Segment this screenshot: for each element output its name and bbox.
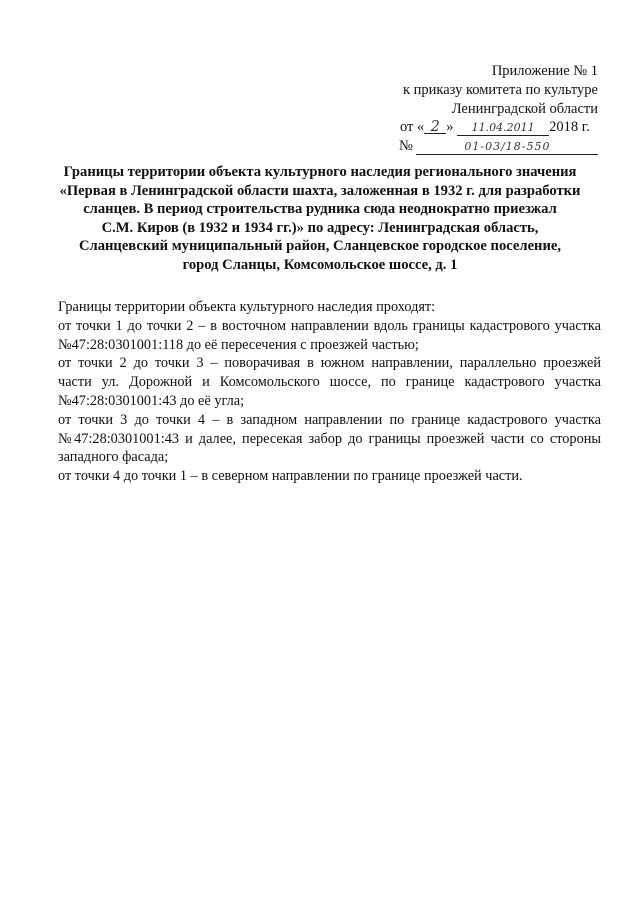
order-reference: к приказу комитета по культуре [402, 82, 598, 98]
title-line: Сланцевский муниципальный район, Сланцевское городское поселение, [78, 238, 561, 255]
segment-2-line: от точки 2 до точки 3 – поворачивая в южном направлении, параллельно проезжей [58, 355, 601, 372]
title-line: С.М. Киров (в 1932 и 1934 гг.)» по адресу: Ленинградская область, [101, 219, 539, 236]
order-number: № 01-03/18-550 [399, 138, 598, 155]
segment-3-line: №47:28:0301001:43 и далее, пересекая забор до границы проезжей части со стороны [58, 430, 601, 447]
segment-3-line: западного фасада; [58, 449, 169, 466]
boundary-description [58, 298, 601, 486]
segment-1-line: №47:28:0301001:118 до её пересечения с проезжей частью; [58, 336, 419, 353]
region-name: Ленинградской области [451, 101, 598, 117]
segment-4-line: от точки 4 до точки 1 – в северном направлении по границе проезжей части. [58, 468, 523, 485]
segment-3-line: от точки 3 до точки 4 – в западном направлении по границе кадастрового участка [58, 411, 601, 428]
document-title [55, 163, 585, 275]
segment-2-line: №47:28:0301001:43 до её угла; [58, 392, 245, 409]
intro-paragraph: Границы территории объекта культурного наследия проходят: [58, 299, 436, 315]
handwritten-month: 11.04.2011 [471, 121, 535, 134]
segment-1-line: от точки 1 до точки 2 – в восточном направлении вдоль границы кадастрового участка [58, 317, 601, 334]
title-line: сланцев. В период строительства рудника сюда неоднократно приезжал [83, 201, 557, 218]
title-line: «Первая в Ленинградской области шахта, заложенная в 1932 г. для разработки [59, 182, 581, 199]
order-year: 2018 г. [549, 119, 590, 135]
title-line: Границы территории объекта культурного наследия регионального значения [63, 164, 577, 180]
appendix-header [338, 62, 598, 119]
title-line: город Сланцы, Комсомольское шоссе, д. 1 [182, 256, 458, 273]
appendix-number: Приложение № 1 [491, 63, 598, 79]
handwritten-number: 01-03/18-550 [464, 140, 551, 153]
order-date: от « 2 » 11.04.2011 2018 г. [400, 119, 590, 135]
handwritten-day: 2 [430, 119, 440, 135]
segment-2-line: части ул. Дорожной и Комсомольского шоссе, по границе кадастрового участка [58, 374, 601, 391]
